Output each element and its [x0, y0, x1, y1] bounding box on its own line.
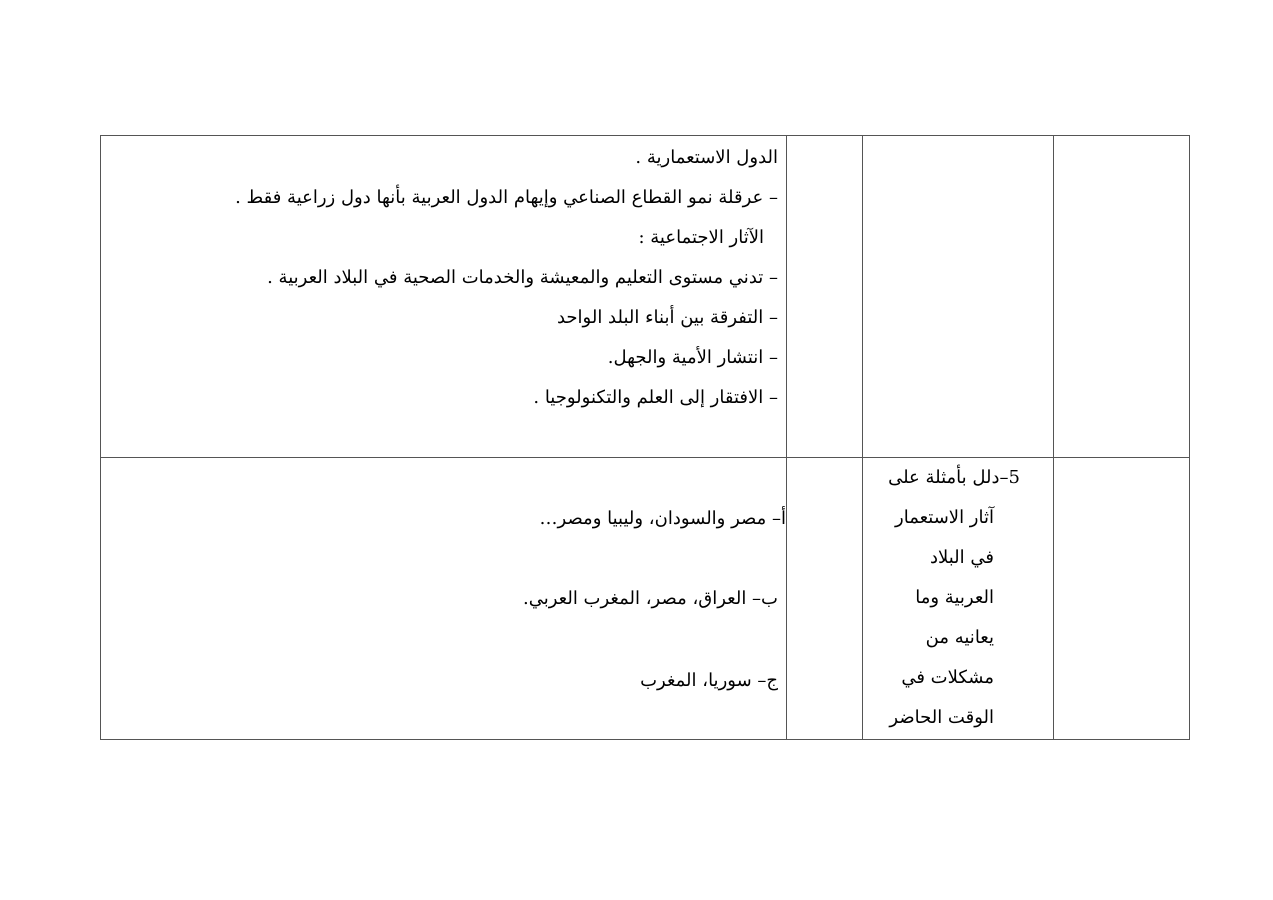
objective-line: 5–دلل بأمثلة على [888, 467, 1020, 488]
lesson-table [100, 135, 1190, 740]
objective-line: آثار الاستعمار [895, 507, 994, 528]
option-b: ب– العراق، مصر، المغرب العربي. [523, 588, 778, 609]
table-border-right [1189, 135, 1190, 740]
table-border-top [100, 135, 1190, 136]
content-line: – عرقلة نمو القطاع الصناعي وإيهام الدول العربية بأنها دول زراعية فقط . [235, 187, 778, 208]
objective-line: العربية وما [915, 587, 994, 608]
column-divider-1 [786, 135, 787, 740]
table-border-bottom [100, 739, 1190, 740]
column-divider-3 [1053, 135, 1054, 740]
table-border-left [100, 135, 101, 740]
section-heading-social-effects: الآثار الاجتماعية : [638, 227, 764, 248]
row-divider [100, 457, 1190, 458]
content-line: – انتشار الأمية والجهل. [607, 347, 778, 368]
content-line: الدول الاستعمارية . [635, 147, 778, 168]
content-line: – الافتقار إلى العلم والتكنولوجيا . [533, 387, 778, 408]
option-a: أ– مصر والسودان، وليبيا ومصر… [539, 508, 786, 529]
content-line: – التفرقة بين أبناء البلد الواحد [556, 307, 778, 328]
option-c: ج– سوريا، المغرب [640, 670, 778, 691]
content-line: – تدني مستوى التعليم والمعيشة والخدمات الصحية في البلاد العربية . [267, 267, 778, 288]
objective-line: الوقت الحاضر [889, 707, 994, 728]
objective-line: يعانيه من [925, 627, 994, 648]
objective-line: في البلاد [929, 547, 994, 568]
column-divider-2 [862, 135, 863, 740]
objective-line: مشكلات في [901, 667, 994, 688]
